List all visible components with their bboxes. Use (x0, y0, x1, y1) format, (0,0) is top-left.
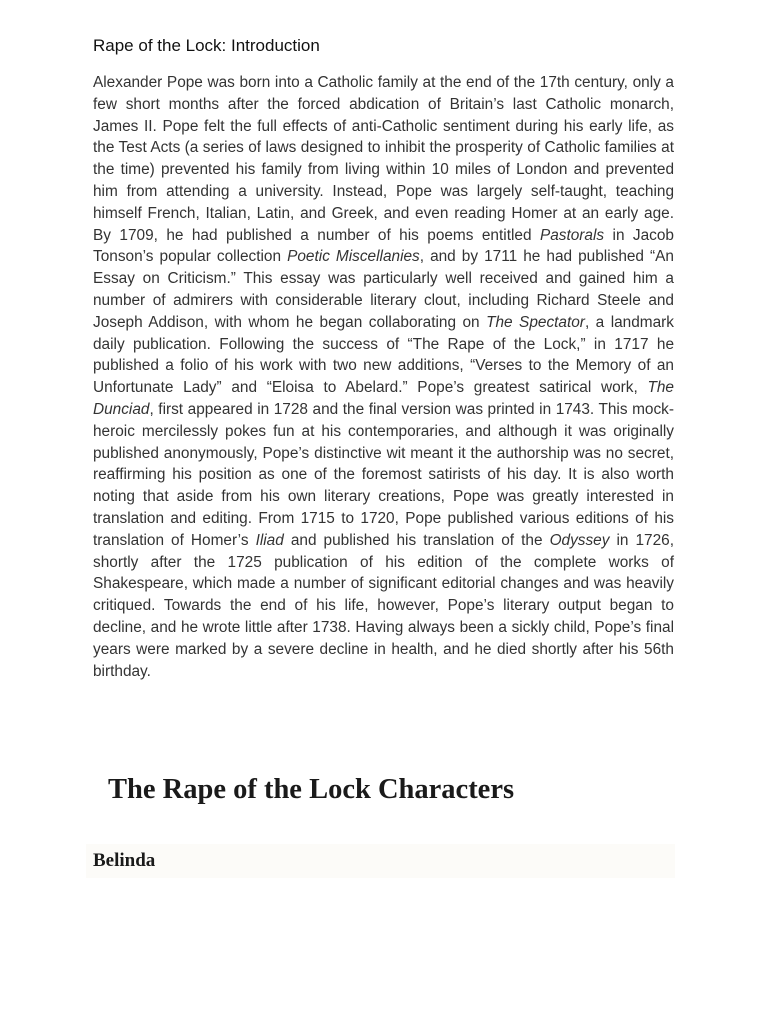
intro-title-poetic-miscellanies: Poetic Miscellanies (287, 248, 420, 266)
character-heading-background (86, 844, 675, 878)
intro-text: , and by 1711 he had published “An Essay on Criticism.” This essay was particularly well received and gained him a number of admirers with considerable literary clout, including Richard Steele and Joseph Addison, with whom he began collaborating on (93, 248, 674, 331)
document-title: Rape of the Lock: Introduction (93, 36, 320, 55)
intro-text: , a landmark daily publication. Following the success of “The Rape of the Lock,” in 1717 he published a folio of his work with two new additions, “Verses to the Memory of an Unfortunate Lady” and “Eloisa to Abelard.” Pope’s greatest satirical work, (93, 313, 674, 397)
intro-title-the-spectator: The Spectator (486, 313, 585, 331)
introduction-paragraph (93, 72, 674, 682)
intro-text: in Jacob Tonson’s popular collection (93, 226, 674, 266)
intro-text: in 1726, shortly after the 1725 publication of his edition of the complete works of Shakespeare, which made a number of significant editorial changes and was heavily critiqued. Towards the end of his life, however, Pope’s literary output began to decline, and he wrote little after 1738. Having always been a sickly child, Pope’s final years were marked by a severe decline in health, and he died shortly after his 56th birthday. (93, 531, 675, 680)
character-heading-belinda: Belinda (93, 850, 156, 871)
intro-title-the-dunciad: The Dunciad (93, 379, 674, 418)
intro-title-odyssey: Odyssey (549, 531, 610, 549)
characters-section-heading: The Rape of the Lock Characters (108, 774, 515, 805)
intro-text: Alexander Pope was born into a Catholic family at the end of the 17th century, only a few short months after the forced abdication of Britain’s last Catholic monarch, James II. Pope felt the full effects of anti-Catholic sentiment during his early life, as the Test Acts (a series of laws designed to inhibit the prosperity of Catholic families at the time) prevented his family from living within 10 miles of London and prevented him from attending a university. Instead, Pope was largely self-taught, teaching himself French, Italian, Latin, and Greek, and even reading Homer at an early age. By 1709, he had published a number of his poems entitled (93, 74, 674, 244)
intro-title-iliad: Iliad (255, 531, 284, 549)
intro-text: and published his translation of the (283, 531, 550, 549)
intro-title-pastorals: Pastorals (539, 226, 605, 244)
intro-text: , first appeared in 1728 and the final version was printed in 1743. This mock-heroic mercilessly pokes fun at his contemporaries, and although it was originally published anonymously, Pope’s distinctive wit meant it the authorship was no secret, reaffirming his position as one of the foremost satirists of his day. It is also worth noting that aside from his own literary creations, Pope was greatly interested in translation and editing. From 1715 to 1720, Pope published various editions of his translation of Homer’s (93, 400, 674, 549)
